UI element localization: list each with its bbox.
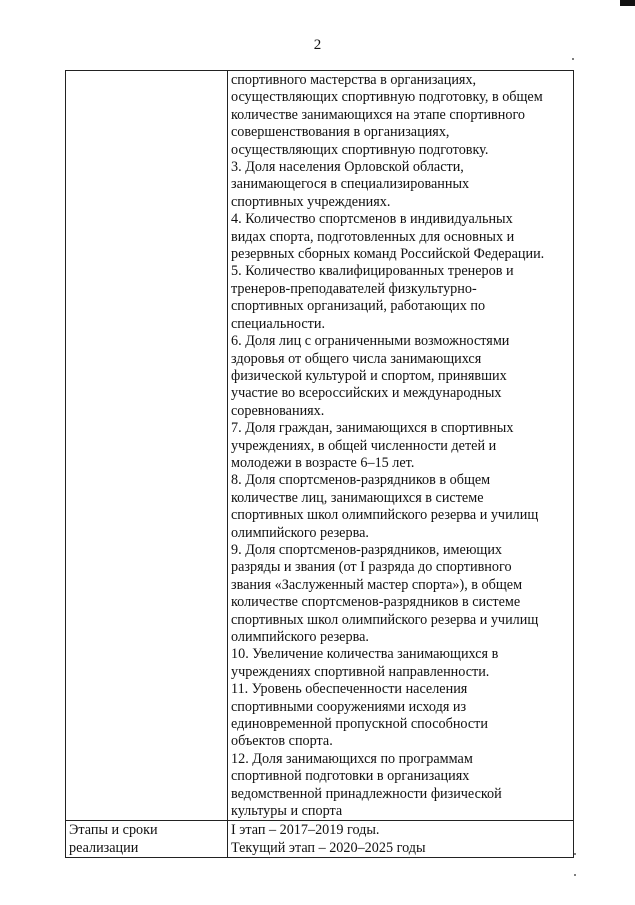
indicator-text-line: физической культурой и спортом, принявших — [231, 367, 507, 384]
indicator-text-line: спортивного мастерства в организациях, — [231, 72, 477, 88]
indicator-text-line: 9. Доля спортсменов-разрядников, имеющих — [231, 541, 503, 558]
indicator-text-line: олимпийского резерва. — [231, 629, 369, 645]
indicator-text-line: 11. Уровень обеспеченности населения — [231, 681, 468, 698]
indicators-left-cell — [66, 71, 228, 821]
indicator-text-line: 5. Количество квалифицированных тренеров и — [231, 263, 514, 280]
indicator-text-line: соревнованиях. — [231, 402, 325, 419]
indicator-text-line: участие во всероссийских и международных — [231, 385, 502, 402]
indicator-text-line: специальности. — [231, 315, 326, 332]
stages-label-cell — [66, 821, 228, 858]
stages-value-line: I этап – 2017–2019 годы. — [231, 822, 380, 839]
indicator-text-line: спортивных организаций, работающих по — [231, 298, 486, 315]
indicator-text-line: культуры и спорта — [231, 803, 343, 820]
indicator-text-line: молодежи в возрасте 6–15 лет. — [231, 454, 415, 471]
indicator-text-line: резервных сборных команд Российской Федерации. — [231, 246, 545, 263]
indicators-row — [66, 71, 574, 821]
indicator-text-line: 7. Доля граждан, занимающихся в спортивных — [231, 420, 514, 437]
indicator-text-line: количестве занимающихся на этапе спортивного — [231, 106, 526, 123]
passport-table — [65, 70, 574, 858]
indicator-text-line: спортивных школ олимпийского резерва и училищ — [231, 611, 539, 628]
stages-row — [66, 821, 574, 858]
indicator-text-line: занимающегося в специализированных — [231, 176, 470, 193]
stages-value-line: Текущий этап – 2020–2025 годы — [231, 839, 426, 856]
indicator-text-line: учреждениях спортивной направленности. — [231, 663, 490, 680]
indicator-text-line: спортивной подготовки в организациях — [231, 768, 470, 785]
scan-speck — [574, 874, 576, 876]
indicator-text-line: единовременной пропускной способности — [231, 716, 488, 733]
stages-label-line: Этапы и сроки — [69, 822, 158, 839]
indicator-text-line: видах спорта, подготовленных для основных и — [231, 228, 515, 245]
indicator-text-line: звания «Заслуженный мастер спорта»), в общем — [231, 576, 523, 593]
indicator-text-line: 4. Количество спортсменов в индивидуальных — [231, 211, 513, 228]
indicator-text-line: 3. Доля населения Орловской области, — [231, 159, 464, 176]
indicator-text-line: 8. Доля спортсменов-разрядников в общем — [231, 472, 491, 489]
indicator-text-line: спортивных школ олимпийского резерва и училищ — [231, 507, 539, 524]
indicator-text-line: осуществляющих спортивную подготовку, в общем — [231, 89, 543, 106]
scan-corner-mark — [620, 0, 635, 6]
indicator-text-line: 6. Доля лиц с ограниченными возможностями — [231, 333, 510, 350]
indicator-text-line: совершенствования в организациях, — [231, 124, 450, 141]
indicator-text-line: осуществляющих спортивную подготовку. — [231, 141, 489, 158]
indicator-text-line: объектов спорта. — [231, 733, 333, 750]
indicator-text-line: здоровья от общего числа занимающихся — [231, 350, 482, 367]
indicator-text-line: разряды и звания (от I разряда до спортивного — [231, 559, 512, 576]
indicator-text-line: ведомственной принадлежности физической — [231, 785, 502, 802]
stages-label-line: реализации — [69, 839, 139, 856]
indicator-text-line: учреждениях, в общей численности детей и — [231, 437, 497, 454]
indicators-list-cell — [228, 71, 574, 821]
indicator-text-line: количестве лиц, занимающихся в системе — [231, 489, 484, 506]
indicator-text-line: 12. Доля занимающихся по программам — [231, 750, 473, 767]
indicator-text-line: спортивных учреждениях. — [231, 193, 391, 210]
scan-speck — [572, 58, 574, 60]
page-number: 2 — [313, 37, 322, 53]
indicator-text-line: спортивными сооружениями исходя из — [231, 698, 467, 715]
indicator-text-line: тренеров-преподавателей физкультурно- — [231, 280, 477, 297]
stages-value-cell — [228, 821, 574, 858]
indicator-text-line: количестве спортсменов-разрядников в системе — [231, 594, 521, 611]
indicator-text-line: 10. Увеличение количества занимающихся в — [231, 646, 499, 663]
scan-speck — [574, 853, 576, 855]
indicator-text-line: олимпийского резерва. — [231, 524, 369, 541]
